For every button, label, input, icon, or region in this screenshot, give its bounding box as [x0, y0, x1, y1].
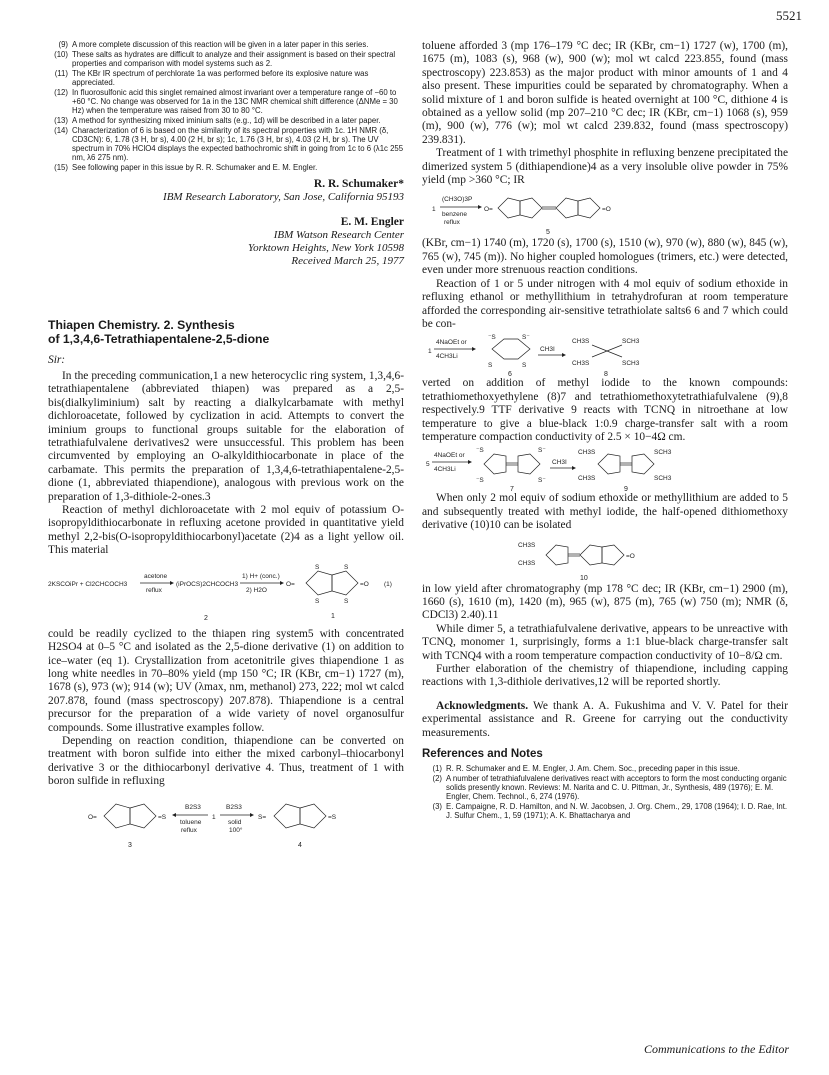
- right-paragraph-5: verted on addition of methyl iodide to the known compounds: tetrathiomethoxyethylene (8)7 and tetrathiomethoxytetrathiafulvalene (9),8 respectively.9 TTF derivative 9 reacts with TCNQ in nitroethane at low temperature to give a blue-black 1:0.9 charge-transfer salt with a room temperature compaction conductivity of 2.5 × 10−4Ω cm.: [422, 377, 788, 443]
- boron-sulfide-scheme: [48, 789, 404, 851]
- author-2-name: E. M. Engler: [340, 216, 404, 228]
- s5-arrowhead: [478, 205, 482, 209]
- svg-text:SCH3: SCH3: [622, 360, 640, 368]
- compound-6-structure: [488, 334, 530, 369]
- footnote-item: (15) See following paper in this issue by R. R. Schumaker and E. M. Engler.: [54, 163, 318, 172]
- svg-text:O=: O=: [484, 206, 493, 214]
- left-paragraph-2: Reaction of methyl dichloroacetate with 2 mol equiv of potassium O-isopropyldithiocarbonate in refluxing acetone provided in quantitative yield methyl 2,2-bis(O-isopropyldithiocarbonyl)acetate (2)4 as a light yellow oil. This material: [48, 504, 404, 557]
- left-column: [48, 40, 404, 851]
- s7-reagent-1: 4NaOEt or: [434, 452, 465, 460]
- compound-4-label: 4: [298, 841, 302, 849]
- scheme-7-9-svg: [422, 444, 788, 492]
- scheme-5: [422, 187, 788, 237]
- svg-text:CH3S: CH3S: [578, 449, 596, 457]
- eq1-intermediate: (iPrOCS)2CHCOCH3: [176, 580, 239, 588]
- footer-section: Communications to the Editor: [644, 1042, 789, 1056]
- scheme-7-9: [422, 444, 788, 492]
- right-paragraph-6: When only 2 mol equiv of sodium ethoxide or methyllithium are added to 5 and subsequently treated with methyl iodide, the half-opened dithiomethoxy derivative (10)10 can be isolated: [422, 492, 788, 532]
- svg-text:S=: S=: [258, 813, 267, 821]
- svg-text:S⁻: S⁻: [538, 477, 546, 485]
- svg-text:=O: =O: [602, 206, 611, 214]
- svg-text:S: S: [522, 362, 527, 370]
- boron-sulfide-svg: [48, 789, 404, 851]
- cond-temp: 100°: [229, 826, 243, 834]
- compound-10-svg: [422, 533, 788, 583]
- salutation: Sir:: [48, 354, 66, 366]
- s7-label-7: 7: [510, 486, 514, 493]
- starting-1: 1: [212, 813, 216, 821]
- left-paragraph-3: could be readily cyclized to the thiapen ring system5 with concentrated H2SO4 at 0–5 °C and isolated as the 2,5-dione derivative (1) on addition to ice–water (eq 1). Crystallization from acetonitrile gives thiapendione 1 as long white needles in 70–80% yield (mp 150 °C; IR (KBr, cm−1) 1727 (m), 1678 (s), 973 (w); 914 (w); UV (λmax, nm, methanol) 273, 222; mol wt calcd 207.878, found (mass spectroscopy) 207.878). Thiapendione is a central precursor for the preparation of a wide variety of novel organosulfur compounds. Some illustrative examples follow.: [48, 627, 404, 734]
- s5-solvent: benzene: [442, 211, 467, 219]
- scheme-5-svg: [422, 187, 788, 237]
- author-2-affiliation-1: IBM Watson Research Center: [273, 229, 404, 241]
- right-paragraph-9: Further elaboration of the chemistry of thiapendione, including capping reactions with 1,3-dithiole derivatives,12 will be reported shortly.: [422, 663, 788, 689]
- s5-start: 1: [432, 206, 436, 214]
- compound-8-structure: [572, 338, 640, 367]
- equation-1-svg: [48, 558, 404, 628]
- footnote-item: (10) These salts as hydrates are difficult to analyze and their assignment is based on their spectral properties and comparison with model systems such as 2.: [54, 50, 396, 68]
- compound-10-label: 10: [580, 574, 588, 582]
- eq1-reactants: 2KSCOiPr + Cl2CHCOCH3: [48, 580, 128, 588]
- eq1-intermediate-label: 2: [204, 614, 208, 622]
- svg-text:O=: O=: [286, 580, 295, 588]
- svg-text:CH3S: CH3S: [572, 360, 590, 368]
- footnote-item: (9) A more complete discussion of this reaction will be given in a later paper in this series.: [58, 40, 369, 49]
- svg-text:=O: =O: [626, 552, 635, 560]
- eq1-step-1: 1) H+ (conc.): [242, 572, 280, 580]
- arrowhead-right: [250, 813, 254, 817]
- svg-text:O=: O=: [88, 813, 97, 821]
- eq1-cond-acetone: acetone: [144, 572, 168, 580]
- s6-reagent-2: 4CH3Li: [436, 353, 458, 361]
- right-paragraph-2: Treatment of 1 with trimethyl phosphite in refluxing benzene precipitated the dimerized system 5 (dithiapendione)4 as a very insoluble olive powder in 75% yield (mp >360 °C; IR: [422, 147, 788, 187]
- svg-text:CH3S: CH3S: [578, 475, 596, 483]
- right-paragraph-8: While dimer 5, a tetrathiafulvalene derivative, appears to be unreactive with TCNQ, monomer 1, surprisingly, forms a 1:1 blue-black charge-transfer salt with TCNQ4 with a room temperature compaction conductivity of 10−8/Ω cm.: [422, 622, 788, 662]
- svg-text:⁻S: ⁻S: [476, 477, 484, 485]
- eq1-arrowhead-2: [280, 581, 284, 585]
- scheme-6-8: [422, 331, 788, 377]
- svg-text:=S: =S: [328, 813, 337, 821]
- s7-reagent-2: 4CH3Li: [434, 466, 456, 474]
- compound-5-structure: [484, 198, 611, 218]
- cond-solid: solid: [228, 818, 242, 826]
- reagent-b2s3-b: B2S3: [226, 803, 242, 811]
- s6-arrowhead: [472, 347, 476, 351]
- svg-text:S: S: [344, 597, 349, 605]
- references-heading: References and Notes: [422, 748, 543, 761]
- svg-text:SCH3: SCH3: [654, 475, 672, 483]
- right-paragraph-7: in low yield after chromatography (mp 178 °C dec; IR (KBr, cm−1) 2900 (m), 1660 (s), 1610 (m), 1420 (m), 965 (w), 875 (m), 765 (w) 750 (m); NMR (δ, CDCl3) 2.40).11: [422, 582, 788, 622]
- s7-arrowhead: [468, 460, 472, 464]
- s7-start: 5: [426, 461, 430, 469]
- svg-text:S: S: [315, 563, 320, 571]
- footnotes-list: [48, 40, 404, 172]
- author-2-affiliation-2: Yorktown Heights, New York 10598: [248, 242, 404, 254]
- s5-label: 5: [546, 229, 550, 237]
- svg-text:=S: =S: [158, 813, 167, 821]
- reagent-b2s3-a: B2S3: [185, 803, 201, 811]
- svg-text:SCH3: SCH3: [654, 449, 672, 457]
- svg-text:S⁻: S⁻: [538, 447, 546, 455]
- s6-start: 1: [428, 348, 432, 356]
- footnote-item: (11) The KBr IR spectrum of perchlorate 1a was performed before its explosive nature was appreciated.: [54, 69, 369, 87]
- acknowledgments-heading: Acknowledgments.: [436, 699, 529, 712]
- footnote-item: (12) In fluorosulfonic acid this singlet remained almost invariant over a temperature range of −60 to +60 °C. No change was observed for 1a in the 13C NMR chemical shift difference (ΔNMe = 30 Hz) when the temperature was raised from 30 to 80 °C.: [54, 88, 398, 115]
- reference-item: (1) R. R. Schumaker and E. M. Engler, J. Am. Chem. Soc., preceding paper in this issue.: [432, 764, 740, 774]
- page-number: 5521: [776, 8, 802, 23]
- references-list: [422, 764, 788, 820]
- compound-4-structure: [258, 804, 337, 828]
- compound-3-label: 3: [128, 841, 132, 849]
- compound-9-structure: [578, 449, 672, 482]
- cond-reflux: reflux: [181, 826, 197, 834]
- eq1-number: (1): [384, 580, 392, 588]
- s6-arrowhead-2: [562, 353, 566, 357]
- eq1-step-2: 2) H2O: [246, 586, 267, 594]
- eq1-product-label: 1: [331, 612, 335, 620]
- s6-ch3i: CH3I: [540, 346, 555, 354]
- cond-toluene: toluene: [180, 818, 202, 826]
- right-paragraph-3: (KBr, cm−1) 1740 (m), 1720 (s), 1700 (s), 1510 (w), 970 (w), 880 (w), 845 (w), 765 (w), 745 (m)). No higher coupled homologues (trimers, etc.) were detected, even under more strenuous reaction conditions.: [422, 237, 788, 277]
- svg-text:S: S: [344, 563, 349, 571]
- eq1-cond-reflux: reflux: [146, 586, 162, 594]
- arrowhead-left: [172, 813, 176, 817]
- compound-10-structure: [518, 542, 635, 567]
- s5-reagent: (CH3O)3P: [442, 196, 473, 204]
- footnote-item: (14) Characterization of 6 is based on the similarity of its spectral properties with 1c. 1H NMR (δ, CD3CN): 6, 1.78 (3 H, br s), 4.00 (2 H, br s); 1c, 1.76 (3 H, br s), 4.03 (2 H, br s). The UV spectrum in 70% HClO4 displays the expected bathochromic shift in going from 1c to 6 (λ1c 255 nm, λ6 275 nm).: [54, 126, 404, 162]
- compound-10: [422, 533, 788, 583]
- svg-text:S: S: [315, 597, 320, 605]
- s7-label-9: 9: [624, 486, 628, 493]
- reference-item: (2) A number of tetrathiafulvalene derivatives react with acceptors to form the most conducting organic solids presently known. Reviews: M. Narita and C. U. Pittman, Jr., Synthesis, 489 (1976); E. M. Engler, Chem. Technol., 6, 274 (1976).: [432, 774, 787, 802]
- svg-text:CH3S: CH3S: [572, 338, 590, 346]
- s5-reflux: reflux: [444, 219, 460, 227]
- svg-text:⁻S: ⁻S: [476, 447, 484, 455]
- thiapendione-structure: [286, 564, 369, 605]
- reference-item: (3) E. Campaigne, R. D. Hamilton, and N. W. Jacobsen, J. Org. Chem., 29, 1708 (1964); I. D. Rae, Int. J. Sulfur Chem., 1, 59 (1971); A. K. Bhattacharya and: [432, 802, 788, 821]
- svg-text:CH3S: CH3S: [518, 559, 536, 567]
- footnote-item: (13) A method for synthesizing mixed iminium salts (e.g., 1d) will be described in a later paper.: [54, 116, 381, 125]
- svg-text:SCH3: SCH3: [622, 338, 640, 346]
- compound-3-structure: [88, 804, 167, 828]
- author-1-affiliation: IBM Research Laboratory, San Jose, California 95193: [163, 191, 404, 203]
- compound-7-structure: [476, 447, 546, 484]
- acknowledgments: [422, 700, 788, 740]
- svg-text:⁻S: ⁻S: [488, 334, 496, 342]
- acknowledgments-text: We thank A. A. Fukushima and V. V. Patel for their experimental assistance and R. Greene for carrying out the conductivity measurements.: [422, 699, 788, 739]
- svg-text:S: S: [488, 362, 493, 370]
- svg-text:CH3S: CH3S: [518, 541, 536, 549]
- right-column: [422, 40, 788, 821]
- s6-label-6: 6: [508, 371, 512, 378]
- svg-text:S⁻: S⁻: [522, 334, 530, 342]
- received-date: Received March 25, 1977: [291, 255, 404, 267]
- right-paragraph-1: toluene afforded 3 (mp 176–179 °C dec; IR (KBr, cm−1) 1727 (w), 1700 (m), 1675 (m), 1083 (s), 968 (w), 900 (w); mol wt calcd 223.855, found (mass spectroscopy) 223.853) as the major product with minor amounts of 1 and 4 also present. These impurities could be separated by chromatography. When a solid mixture of 1 and boron sulfide is heated overnight at 100 °C, dithione 4 is obtained as a yellow solid (mp 207–210 °C dec; IR (KBr, cm−1) 1068 (s), 959 (m), 900 (w), 776 (w); mol wt calcd 239.832, found (mass spectroscopy) 239.831).: [422, 40, 788, 146]
- s7-ch3i: CH3I: [552, 459, 567, 467]
- right-paragraph-4: Reaction of 1 or 5 under nitrogen with 4 mol equiv of sodium ethoxide in refluxing ethanol or methyllithium in tetrahydrofuran at room temperature afforded the corresponding air-sensitive tetrathiolate salts6 6 and 7 which could be con-: [422, 277, 788, 330]
- eq1-arrowhead-1: [170, 581, 174, 585]
- left-paragraph-4: Depending on reaction condition, thiapendione can be converted on treatment with boron sulfide into either the mixed carbonyl–thiocarbonyl derivative 3 or the dithiocarbonyl derivative 4. Thus, treatment of 1 with boron sulfide in refluxing: [48, 734, 404, 788]
- svg-text:=O: =O: [360, 580, 369, 588]
- article-title-line-1: Thiapen Chemistry. 2. Synthesis: [48, 318, 235, 332]
- article-title-line-2: of 1,3,4,6-Tetrathiapentalene-2,5-dione: [48, 332, 270, 346]
- author-1-name: R. R. Schumaker*: [313, 178, 404, 190]
- scheme-6-8-svg: [422, 331, 788, 377]
- equation-1-scheme: [48, 558, 404, 628]
- s6-label-8: 8: [604, 371, 608, 378]
- s7-arrowhead-2: [572, 466, 576, 470]
- s6-reagent-1: 4NaOEt or: [436, 339, 467, 347]
- left-paragraph-1: In the preceding communication,1 a new heterocyclic ring system, 1,3,4,6-tetrathiapentalene (abbreviated thiapen) was prepared as a 2,5-bis(dialkyliminium) salt by reacting a dialkylcarbamate with methyl dichloroacetate, followed by cyclization in acid. Attempts to convert the iminium groups to functional groups suitable for the elaboration of tetrathiafulvalene derivatives2 were unsuccessful. This problem has been circumvented by employing an O-alkyldithiocarbonate in place of the carbamate. This permits the preparation of 1,3,4,6-tetrathiapentalene-2,5-dione (1, abbreviated thiapendione), analogous with previous work on the preparation of 1,3-dithiole-2-ones.3: [48, 370, 404, 503]
